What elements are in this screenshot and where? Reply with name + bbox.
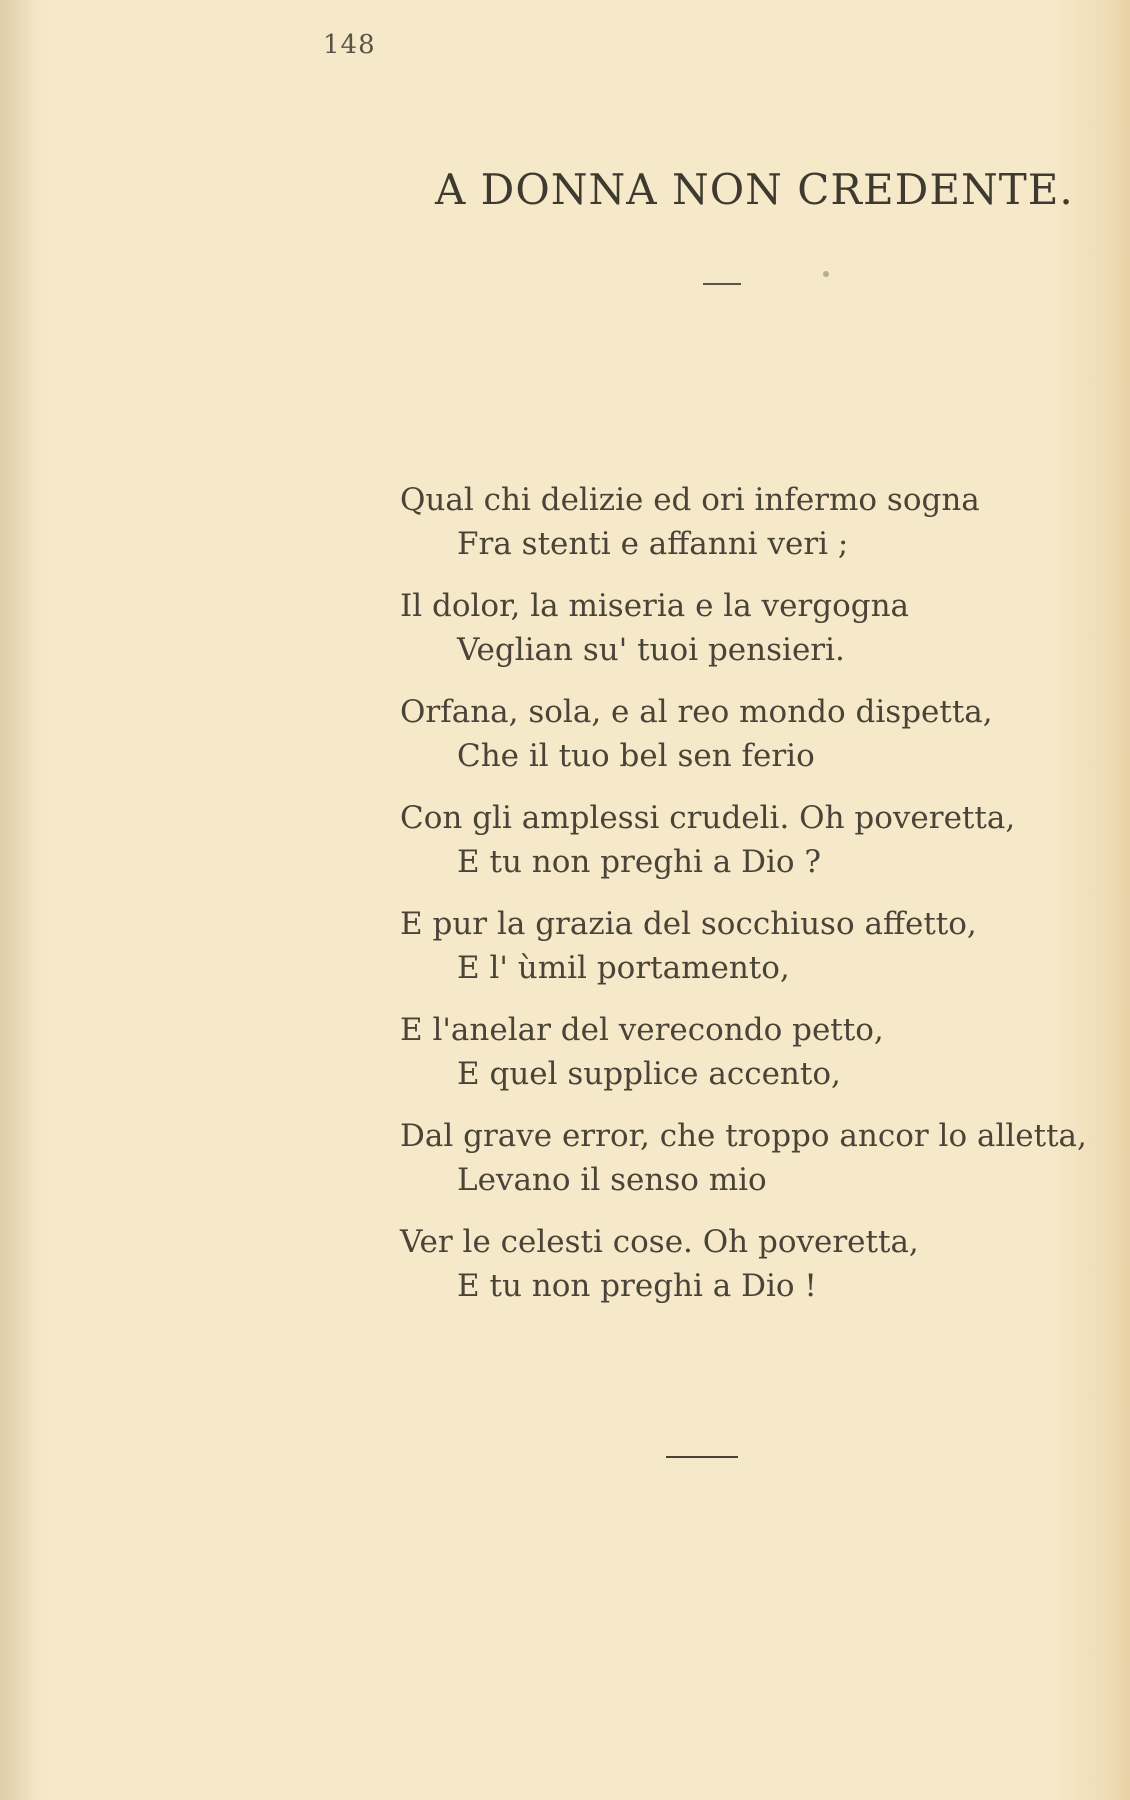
poem-line: Qual chi delizie ed ori infermo sogna [400,482,980,518]
page-number: 148 [323,30,376,60]
poem-line: Fra stenti e affanni veri ; [457,526,849,562]
poem-line: E tu non preghi a Dio ? [457,844,822,880]
poem-body [400,478,1120,1326]
stanza-6 [400,1008,1120,1096]
poem-line: E quel supplice accento, [457,1056,841,1092]
title-ornament-dash [703,283,741,285]
stanza-8 [400,1220,1120,1308]
poem-line: Orfana, sola, e al reo mondo dispetta, [400,694,993,730]
poem-line: Dal grave error, che troppo ancor lo alletta, [400,1118,1087,1154]
poem-line: E l'anelar del verecondo petto, [400,1012,884,1048]
stanza-2 [400,584,1120,672]
poem-line: Il dolor, la miseria e la vergogna [400,588,910,624]
end-rule [666,1456,738,1458]
poem-line: E pur la grazia del socchiuso affetto, [400,906,977,942]
poem-line: E l' ùmil portamento, [457,950,790,986]
stanza-5 [400,902,1120,990]
poem-title: A DONNA NON CREDENTE. [435,165,1074,214]
stanza-1 [400,478,1120,566]
poem-line: Che il tuo bel sen ferio [457,738,815,774]
poem-line: E tu non preghi a Dio ! [457,1268,817,1304]
poem-line: Levano il senso mio [457,1162,767,1198]
spine-shadow [0,0,40,1800]
poem-line: Con gli amplessi crudeli. Oh poveretta, [400,800,1016,836]
poem-line: Veglian su' tuoi pensieri. [457,632,845,668]
title-ornament-dot [823,271,829,277]
stanza-3 [400,690,1120,778]
stanza-7 [400,1114,1120,1202]
stanza-4 [400,796,1120,884]
poem-line: Ver le celesti cose. Oh poveretta, [400,1224,919,1260]
